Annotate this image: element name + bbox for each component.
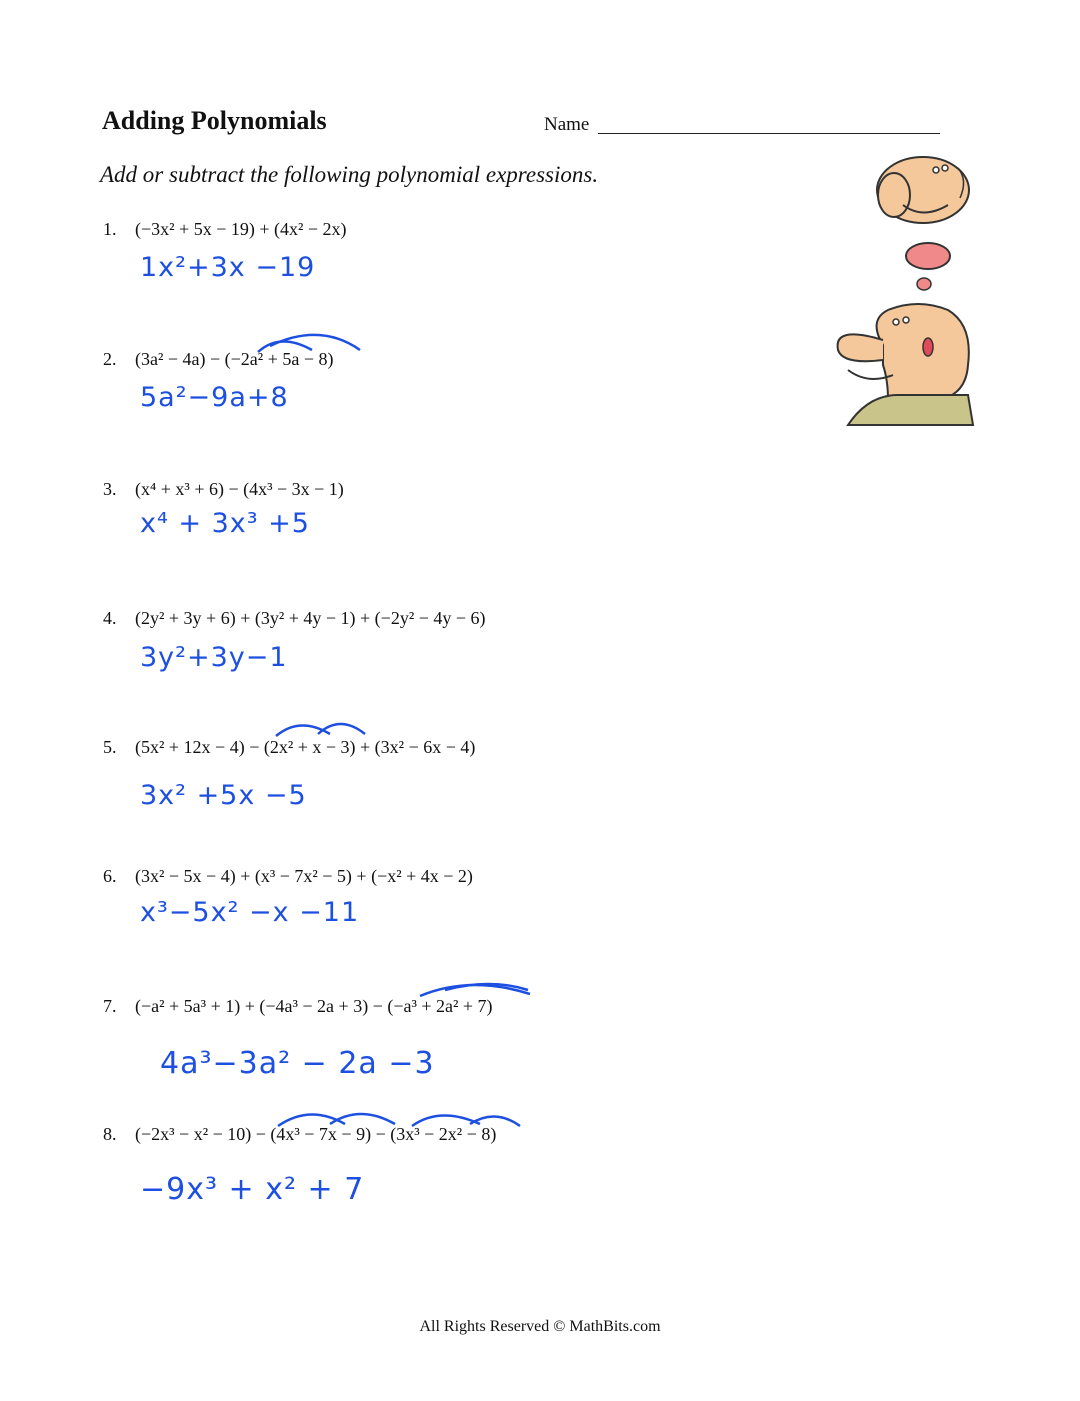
page-title: Adding Polynomials: [102, 106, 327, 135]
problem-expression: (3x² − 5x − 4) + (x³ − 7x² − 5) + (−x² + 4x − 2): [135, 866, 473, 886]
problem-expression: (−2x³ − x² − 10) − (4x³ − 7x − 9) − (3x³ − 2x² − 8): [135, 1124, 497, 1144]
problem-7: [103, 996, 493, 1017]
problem-expression: (2y² + 3y + 6) + (3y² + 4y − 1) + (−2y² − 4y − 6): [135, 608, 486, 628]
problem-4: [103, 608, 486, 629]
problem-expression: (−a² + 5a³ + 1) + (−4a³ − 2a + 3) − (−a³ + 2a² + 7): [135, 996, 493, 1016]
answer-4: 3y²+3y−1: [140, 642, 288, 673]
problem-number: 2.: [103, 349, 117, 369]
problem-expression: (x⁴ + x³ + 6) − (4x³ − 3x − 1): [135, 479, 344, 499]
answer-3: x⁴ + 3x³ +5: [140, 508, 310, 539]
problem-number: 3.: [103, 479, 117, 499]
answer-8: −9x³ + x² + 7: [140, 1172, 365, 1207]
answer-2: 5a²−9a+8: [140, 382, 289, 413]
problem-2: [103, 349, 333, 370]
problem-number: 5.: [103, 737, 117, 757]
problem-8: [103, 1124, 496, 1145]
problem-number: 6.: [103, 866, 117, 886]
answer-5: 3x² +5x −5: [140, 780, 307, 811]
answer-6: x³−5x² −x −11: [140, 897, 360, 928]
problem-5: [103, 737, 475, 758]
problem-number: 8.: [103, 1124, 117, 1144]
problem-number: 7.: [103, 996, 117, 1016]
problem-3: [103, 479, 344, 500]
problem-6: [103, 866, 473, 887]
name-label: Name: [544, 114, 590, 135]
instructions: Add or subtract the following polynomial expressions.: [100, 162, 599, 187]
answer-7: 4a³−3a² − 2a −3: [160, 1046, 435, 1081]
answer-1: 1x²+3x −19: [140, 252, 316, 283]
problem-expression: (3a² − 4a) − (−2a² + 5a − 8): [135, 349, 334, 369]
problem-number: 1.: [103, 219, 117, 239]
problem-expression: (−3x² + 5x − 19) + (4x² − 2x): [135, 219, 347, 239]
problem-number: 4.: [103, 608, 117, 628]
problem-1: [103, 219, 347, 240]
thinking-man-illustration: [828, 150, 978, 430]
name-field-line[interactable]: [598, 133, 940, 134]
footer-copyright: All Rights Reserved © MathBits.com: [419, 1318, 661, 1335]
problem-expression: (5x² + 12x − 4) − (2x² + x − 3) + (3x² − 6x − 4): [135, 737, 476, 757]
